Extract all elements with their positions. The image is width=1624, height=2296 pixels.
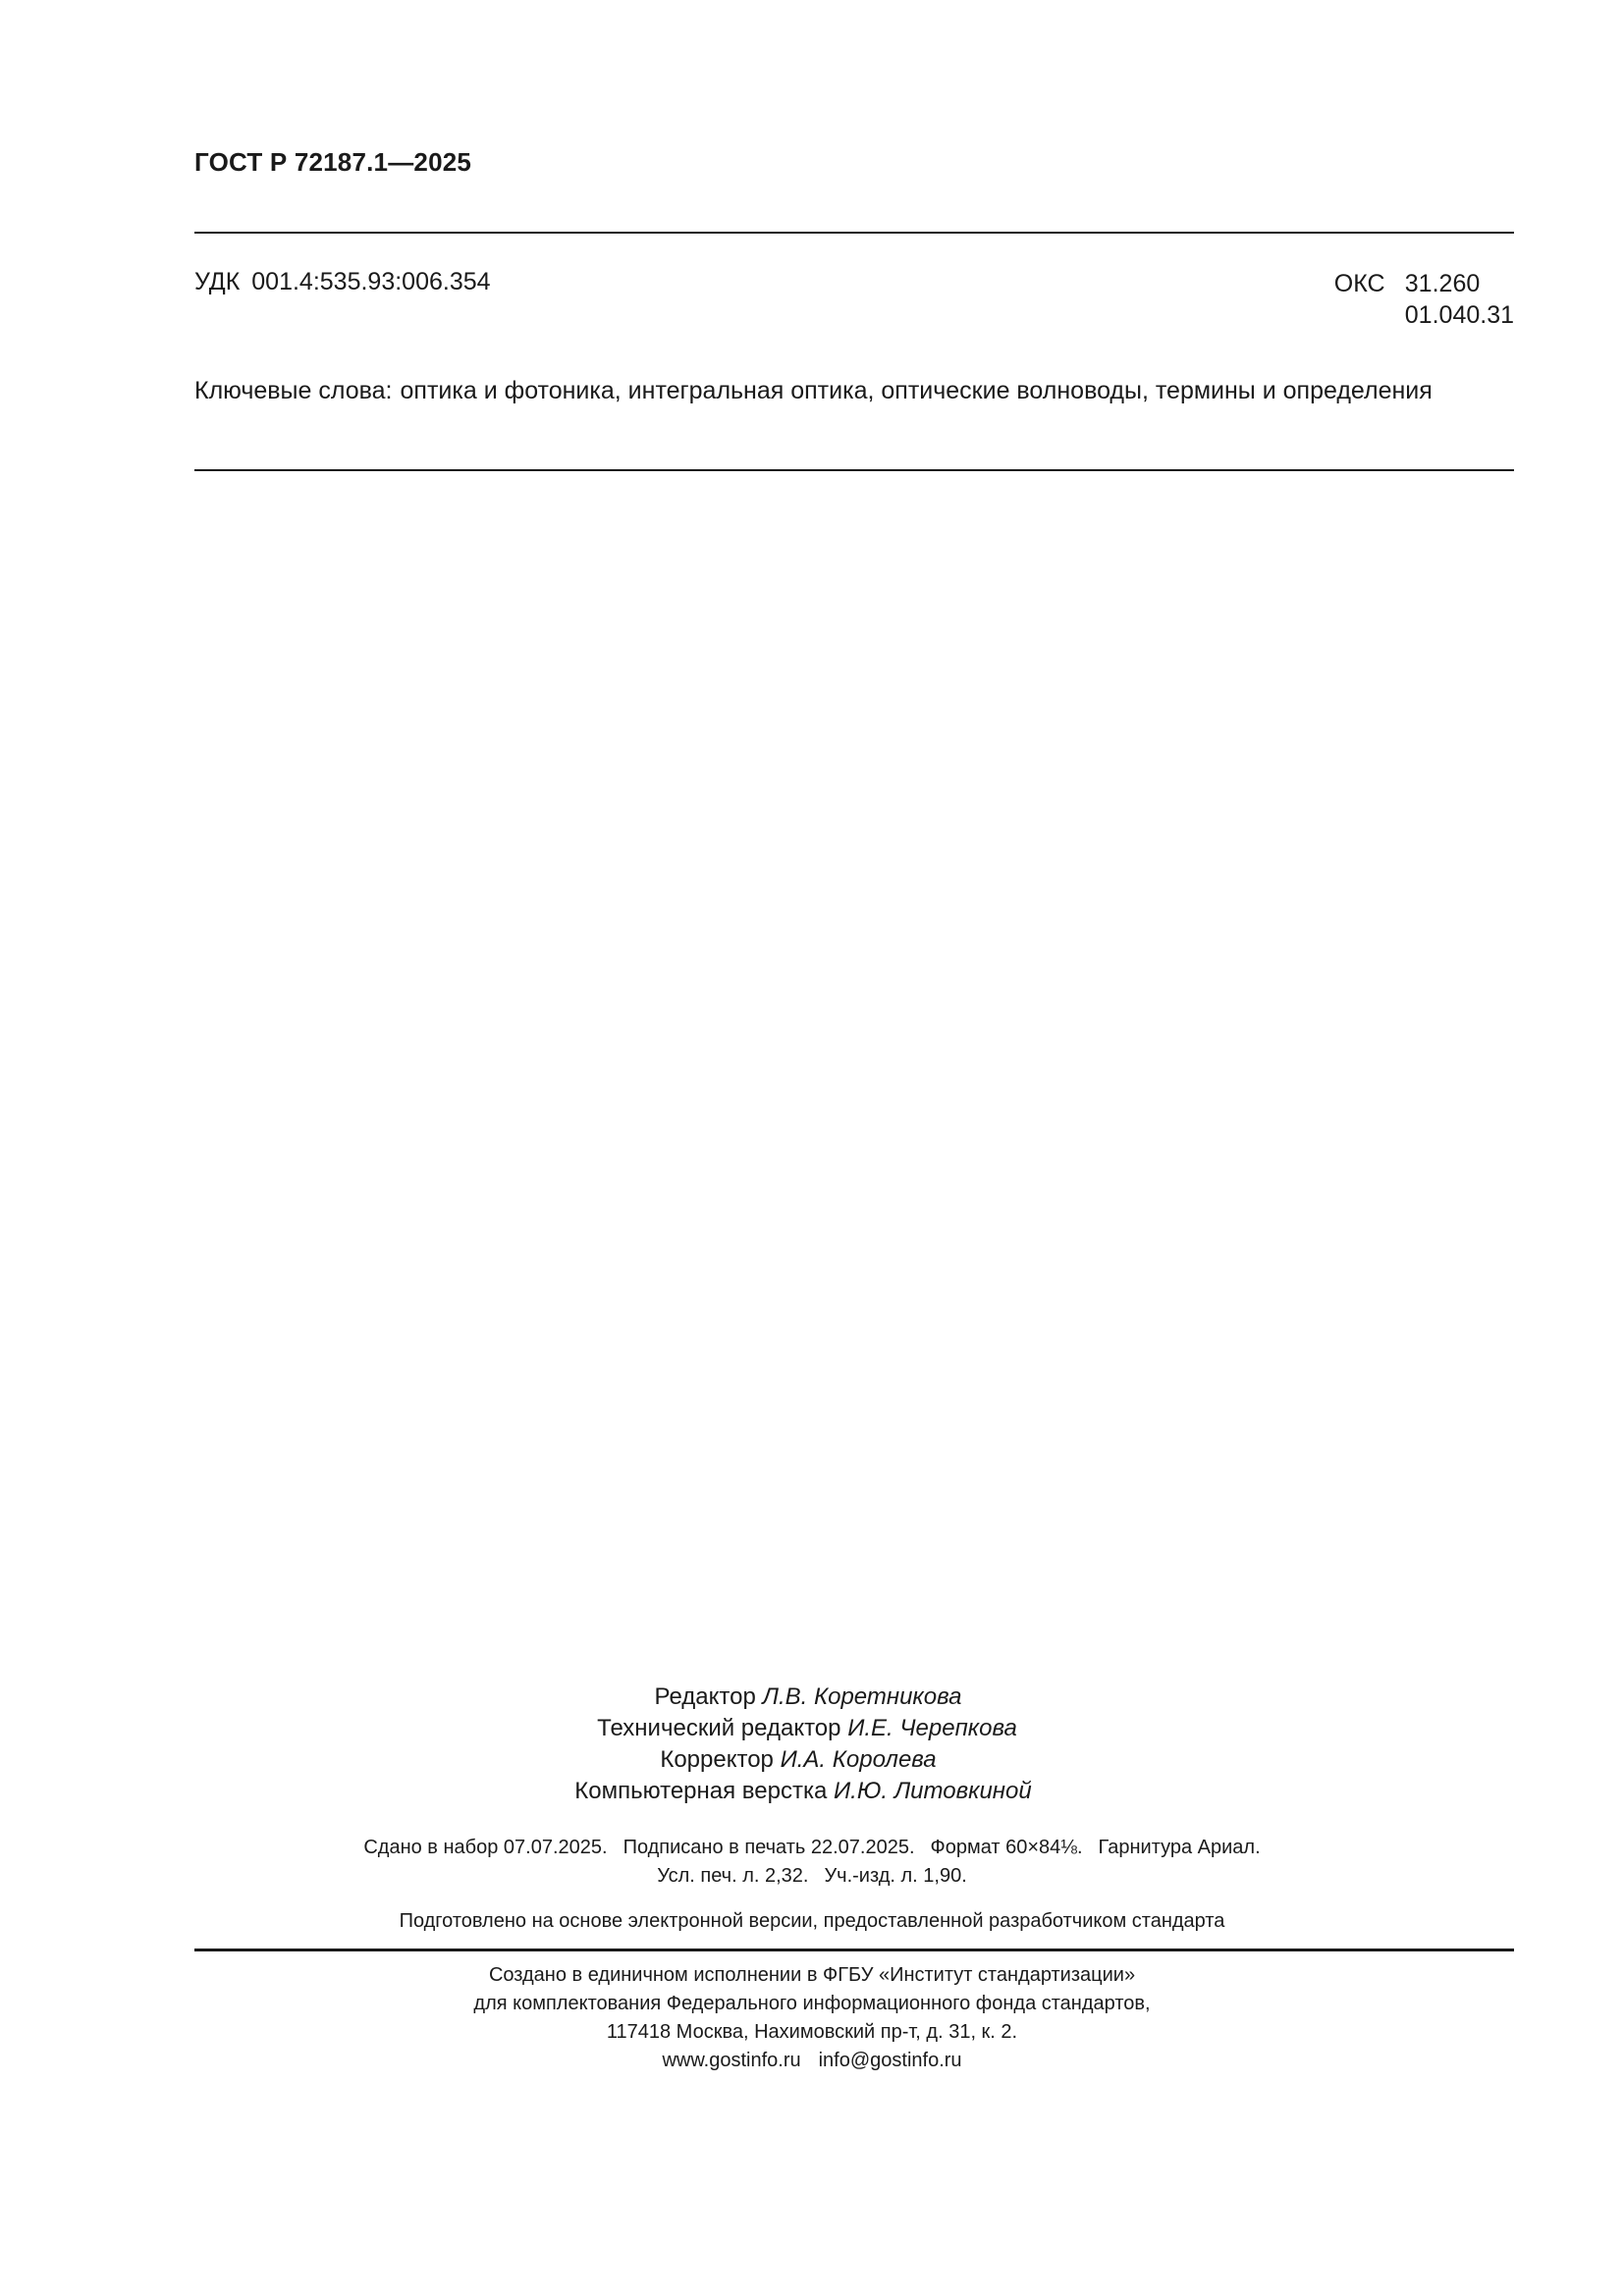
credit-person: Л.В. Коретникова [762,1683,962,1710]
publisher-block [0,1961,1624,2075]
email-link[interactable]: info@gostinfo.ru [818,2050,962,2071]
oks-value: 01.040.31 [1404,301,1514,329]
oks-value: 31.260 [1404,270,1481,297]
udk-value: 001.4:535.93:006.354 [251,268,491,295]
keywords-divider [194,469,1514,471]
credit-role: Технический редактор [597,1715,841,1741]
credit-layout [0,1776,1615,1807]
credit-proofreader [0,1744,1610,1776]
credit-role: Корректор [660,1746,774,1773]
top-divider [194,232,1514,234]
website-link[interactable]: www.gostinfo.ru [662,2050,801,2071]
udk-label: УДК [194,268,241,295]
imprint-printed-sheets: Усл. печ. л. 2,32. [657,1865,809,1887]
credit-person: И.Е. Черепкова [847,1715,1017,1741]
imprint-line-2 [0,1862,1624,1891]
publisher-line: для комплектования Федерального информационного фонда стандартов, [473,1993,1151,2014]
credit-person: И.А. Королева [780,1746,937,1773]
keywords-label: Ключевые слова: [194,377,393,404]
keywords-paragraph [194,375,1514,407]
keywords-text: оптика и фотоника, интегральная оптика, оптические волноводы, термины и определения [400,377,1433,404]
standard-code: ГОСТ Р 72187.1—2025 [194,147,472,177]
imprint-line-1 [0,1834,1624,1862]
imprint-format: Формат 60×84⅛. [930,1837,1083,1858]
publisher-address: 117418 Москва, Нахимовский пр-т, д. 31, к. 2. [606,2021,1018,2043]
oks-classification [1334,268,1514,331]
credits-block [0,1682,1624,1807]
udk-classification [194,268,491,296]
credit-role: Компьютерная верстка [574,1778,828,1804]
credit-technical-editor [0,1713,1619,1744]
imprint-typeface: Гарнитура Ариал. [1098,1837,1261,1858]
imprint-signed-date: Подписано в печать 22.07.2025. [623,1837,915,1858]
publisher-contacts [0,2047,1624,2075]
publisher-line: Создано в единичном исполнении в ФГБУ «Институт стандартизации» [488,1964,1136,1986]
electronic-version-note: Подготовлено на основе электронной версии, предоставленной разработчиком стандарта [399,1910,1225,1932]
credit-editor [0,1682,1620,1713]
imprint-publisher-sheets: Уч.-изд. л. 1,90. [824,1865,967,1887]
credit-role: Редактор [654,1683,756,1710]
bottom-divider [194,1949,1514,1951]
credit-person: И.Ю. Литовкиной [834,1778,1032,1804]
imprint-typeset-date: Сдано в набор 07.07.2025. [363,1837,608,1858]
imprint-block [0,1834,1624,1891]
oks-label: ОКС [1333,270,1385,297]
